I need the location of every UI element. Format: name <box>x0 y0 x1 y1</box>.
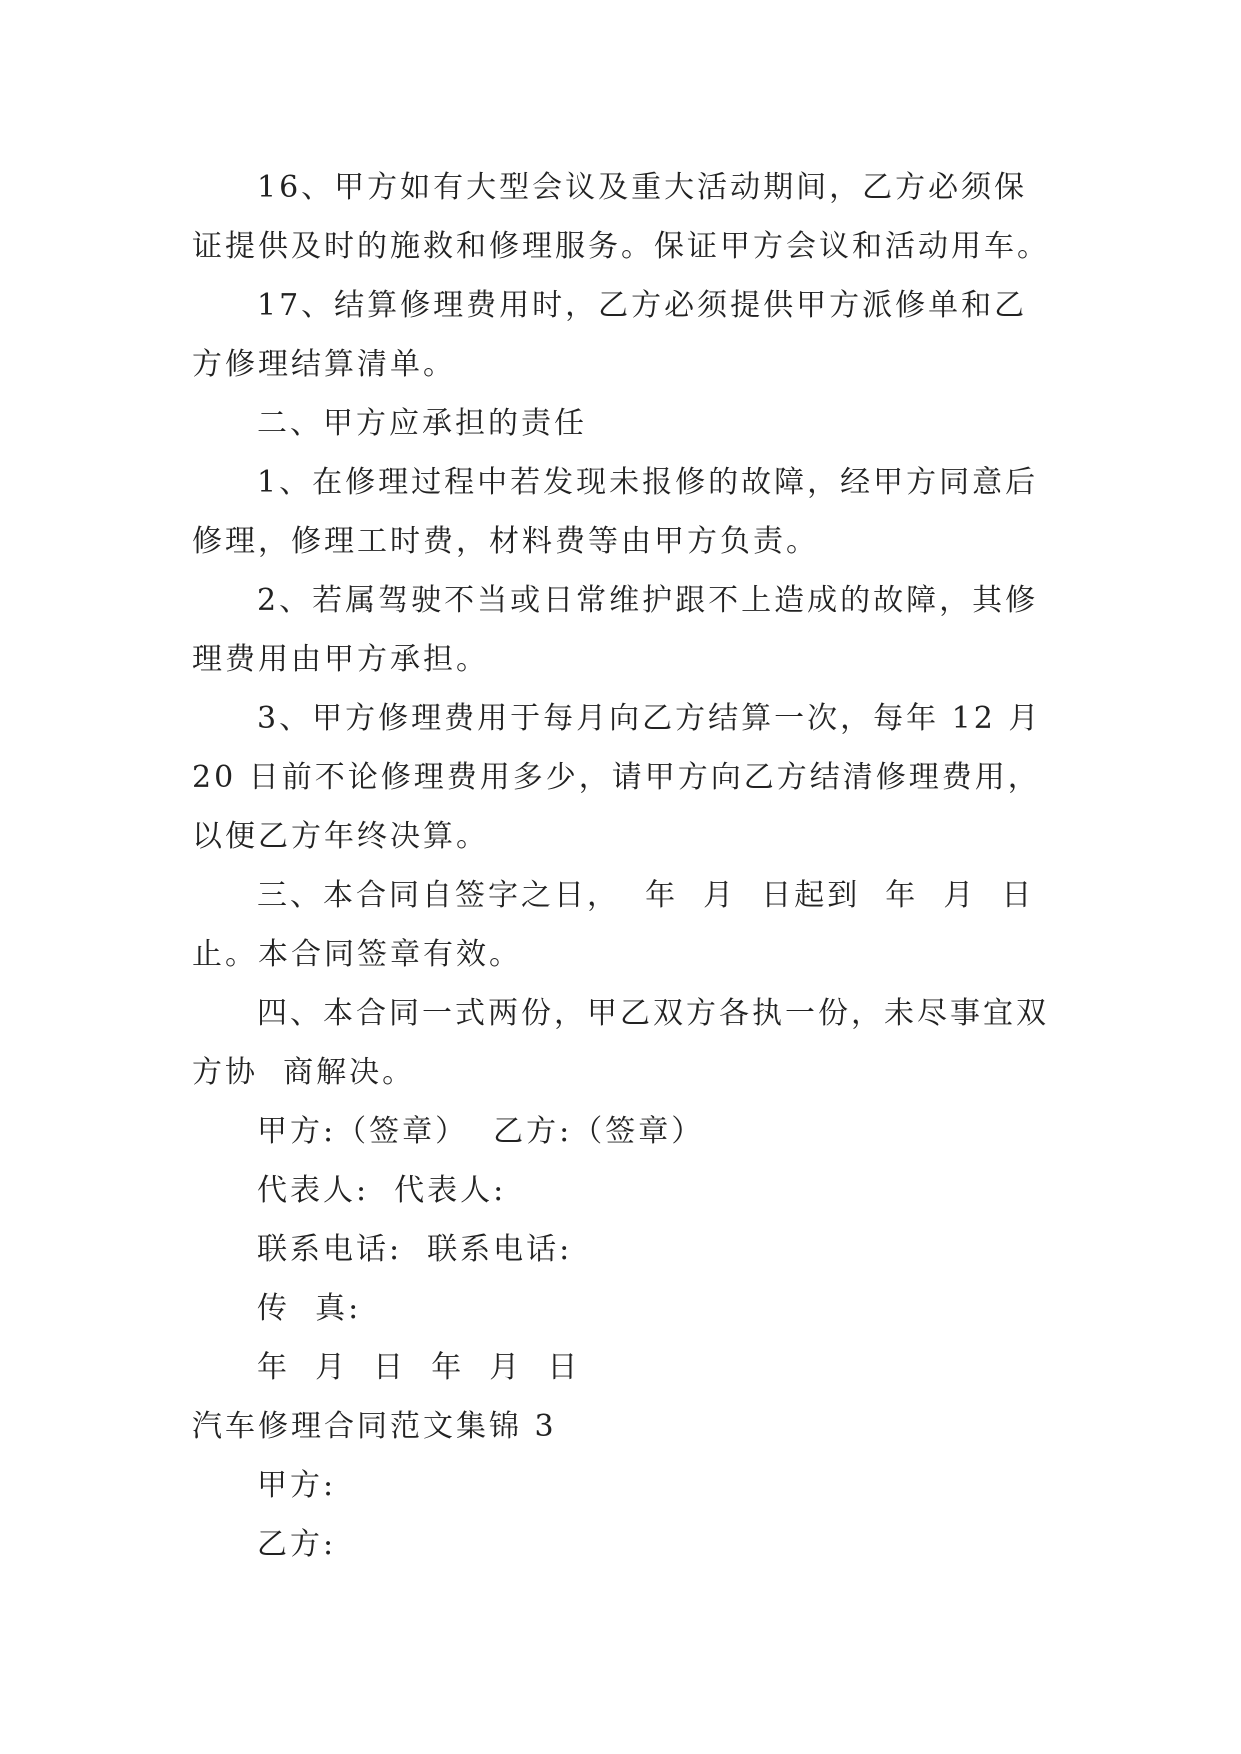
paragraph-responsibility-3: 3、甲方修理费用于每月向乙方结算一次，每年 12 月 20 日前不论修理费用多少，请甲方向乙方结清修理费用，以便乙方年终决算。 <box>192 701 1054 854</box>
document-body <box>192 158 1052 1574</box>
signature-line-phone: 联系电话: 联系电话: <box>257 1232 573 1267</box>
heading-party-a-responsibilities: 二、甲方应承担的责任 <box>257 406 587 441</box>
paragraph-clause-16: 16、甲方如有大型会议及重大活动期间，乙方必须保证提供及时的施救和修理服务。保证甲方会议和活动用车。 <box>192 170 1050 264</box>
paragraph-clause-17: 17、结算修理费用时，乙方必须提供甲方派修单和乙方修理结算清单。 <box>192 288 1028 382</box>
signature-line-date: 年 月 日 年 月 日 <box>257 1350 581 1385</box>
signature-line-representative: 代表人: 代表人: <box>257 1173 507 1208</box>
paragraph-contract-copies: 四、本合同一式两份，甲乙双方各执一份，未尽事宜双方协 商解决。 <box>192 996 1049 1090</box>
paragraph-contract-term: 三、本合同自签字之日， 年 月 日起到 年 月 日止。本合同签章有效。 <box>192 878 1035 972</box>
section-title: 汽车修理合同范文集锦 3 <box>192 1409 557 1444</box>
party-b-line: 乙方: <box>257 1527 337 1562</box>
signature-line-seal: 甲方:（签章） 乙方:（签章） <box>257 1114 705 1149</box>
party-a-line: 甲方: <box>257 1468 337 1503</box>
paragraph-responsibility-1: 1、在修理过程中若发现未报修的故障，经甲方同意后修理，修理工时费，材料费等由甲方负责。 <box>192 465 1039 559</box>
paragraph-responsibility-2: 2、若属驾驶不当或日常维护跟不上造成的故障，其修理费用由甲方承担。 <box>192 583 1039 677</box>
signature-line-fax: 传 真: <box>257 1291 362 1326</box>
